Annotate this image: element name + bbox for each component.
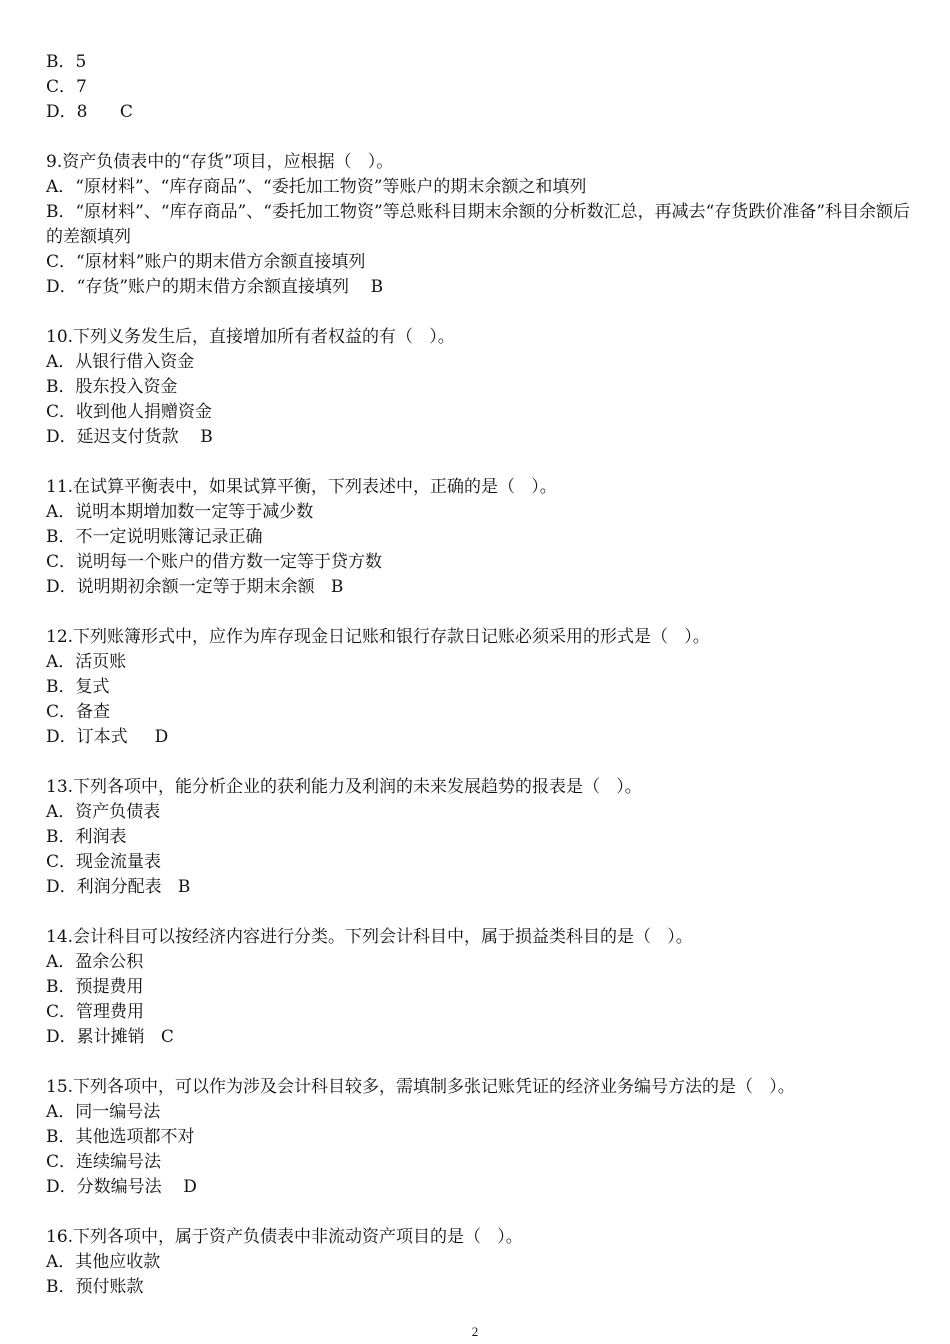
option-line: C．现金流量表 <box>46 852 162 872</box>
question-stem: 11.在试算平衡表中，如果试算平衡，下列表述中，正确的是（ ）。 <box>46 477 557 497</box>
option-line: C．7 <box>46 77 87 97</box>
option-line: D．说明期初余额一定等于期末余额 B <box>46 577 344 597</box>
option-line: C．备查 <box>46 702 111 722</box>
question-stem: 10.下列义务发生后，直接增加所有者权益的有（ ）。 <box>46 327 455 347</box>
option-line: B．“原材料”、“库存商品”、“委托加工物资”等总账科目期末余额的分析数汇总，再减去“存货跌价准备”科目余额后的差额填列 <box>46 202 911 247</box>
page-number: 2 <box>471 1324 479 1339</box>
option-line: B．股东投入资金 <box>46 377 178 397</box>
option-line: D．延迟支付货款 B <box>46 427 213 447</box>
option-line: D．分数编号法 D <box>46 1177 197 1197</box>
page-content <box>46 50 916 1300</box>
option-line: C．说明每一个账户的借方数一定等于贷方数 <box>46 552 383 572</box>
option-line: D．订本式 D <box>46 727 169 747</box>
question-stem: 15.下列各项中，可以作为涉及会计科目较多，需填制多张记账凭证的经济业务编号方法的是（ ）。 <box>46 1077 795 1097</box>
option-line: A．“原材料”、“库存商品”、“委托加工物资”等账户的期末余额之和填列 <box>46 177 587 197</box>
option-line: B．预付账款 <box>46 1277 144 1297</box>
option-line: B．利润表 <box>46 827 127 847</box>
option-line: B．预提费用 <box>46 977 144 997</box>
option-line: C．收到他人捐赠资金 <box>46 402 213 422</box>
option-line: A．资产负债表 <box>46 802 161 822</box>
option-line: B．5 <box>46 52 87 72</box>
question-stem: 16.下列各项中，属于资产负债表中非流动资产项目的是（ ）。 <box>46 1227 523 1247</box>
option-line: B．复式 <box>46 677 110 697</box>
option-line: D．8 C <box>46 102 133 122</box>
option-line: A．说明本期增加数一定等于减少数 <box>46 502 314 522</box>
option-line: A．其他应收款 <box>46 1252 161 1272</box>
option-line: B．其他选项都不对 <box>46 1127 195 1147</box>
option-line: C．管理费用 <box>46 1002 145 1022</box>
option-line: D．“存货”账户的期末借方余额直接填列 B <box>46 277 384 297</box>
question-stem: 12.下列账簿形式中，应作为库存现金日记账和银行存款日记账必须采用的形式是（ ）。 <box>46 627 710 647</box>
question-stem: 13.下列各项中，能分析企业的获利能力及利润的未来发展趋势的报表是（ ）。 <box>46 777 642 797</box>
question-stem: 14.会计科目可以按经济内容进行分类。下列会计科目中，属于损益类科目的是（ ）。 <box>46 927 693 947</box>
option-line: B．不一定说明账簿记录正确 <box>46 527 263 547</box>
option-line: A．同一编号法 <box>46 1102 161 1122</box>
option-line: A．从银行借入资金 <box>46 352 195 372</box>
option-line: A．盈余公积 <box>46 952 144 972</box>
option-line: D．利润分配表 B <box>46 877 191 897</box>
option-line: C．“原材料”账户的期末借方余额直接填列 <box>46 252 366 272</box>
option-line: A．活页账 <box>46 652 127 672</box>
question-stem: 9.资产负债表中的“存货”项目，应根据（ ）。 <box>46 152 394 172</box>
option-line: D．累计摊销 C <box>46 1027 174 1047</box>
option-line: C．连续编号法 <box>46 1152 162 1172</box>
